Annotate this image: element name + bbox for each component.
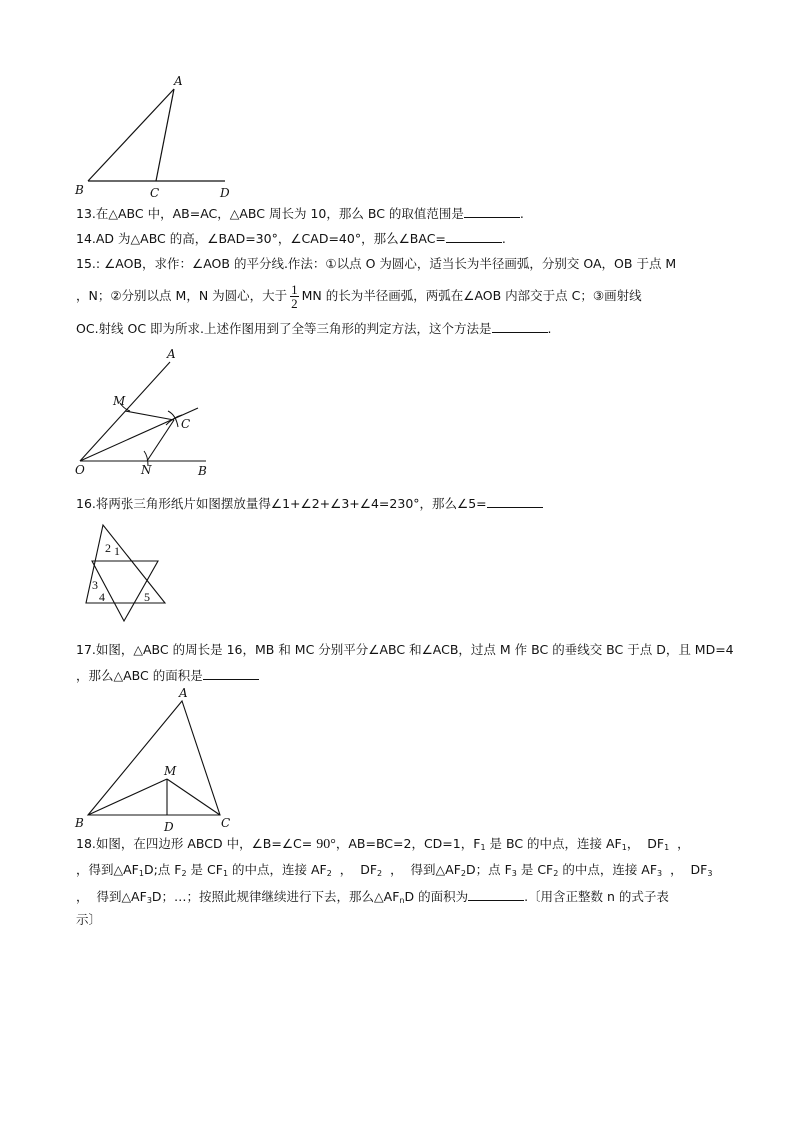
question-18-line-3: ， 得到$\triangle AF_3D$；…；按照此规律继续进行下去，那么$\triangle AF_nD$ 的面积为 .〔用含正整数 n 的式子表 <box>76 889 669 905</box>
fraction-one-half: $\frac{1}{2}$ <box>291 282 298 311</box>
question-18-line-4: 示〕 <box>76 912 102 927</box>
label-a: A <box>174 74 183 88</box>
question-13: 13.在△ABC 中，AB=AC，△ABC 周长为 10，那么 BC 的取值范围是 . <box>76 206 524 221</box>
label-b: B <box>75 816 84 830</box>
answer-blank-13[interactable] <box>464 205 520 218</box>
question-16: 16.将两张三角形纸片如图摆放量得∠1+∠2+∠3+∠4=230°，那么∠5= <box>76 495 543 512</box>
question-14: 14.AD 为△ABC 的高，∠BAD=30°，∠CAD=40°，那么∠BAC= . <box>76 231 506 246</box>
angle-label-3: 3 <box>92 578 98 592</box>
label-d: D <box>220 186 230 200</box>
answer-blank-17[interactable] <box>203 667 259 680</box>
label-a: A <box>167 347 176 361</box>
question-18-line-2: ，得到$\triangle AF_1D$;点 $F_2$ 是 $CF_1$ 的中点，连接 $AF_2$ ， $DF_2$ ， 得到$\triangle AF_2D$；点 $F_3$ 是 $CF_2$ 的中点，连接 $AF_3$ ， $DF_3$ <box>76 862 713 878</box>
angle-label-5: 5 <box>144 590 150 604</box>
label-c: C <box>150 186 160 200</box>
answer-blank-15[interactable] <box>492 320 548 333</box>
label-n: N <box>141 463 152 477</box>
label-c: C <box>181 417 191 431</box>
question-15-line-3: OC.射线 OC 即为所求.上述作图用到了全等三角形的判定方法，这个方法是 . <box>76 321 552 336</box>
answer-blank-14[interactable] <box>446 230 502 243</box>
question-17-line-1: 17.如图，△ABC 的周长是 16，MB 和 MC 分别平分∠ABC 和∠ACB，过点 M 作 BC 的垂线交 BC 于点 D，且 MD=4 <box>76 642 734 657</box>
label-c: C <box>221 816 231 830</box>
label-o: O <box>75 463 85 477</box>
question-15-line-2: ，N；②分别以点 M，N 为圆心，大于 $\frac{1}{2}$ MN 的长为半径画弧，两弧在∠AOB 内部交于点 C；③画射线 <box>76 282 642 311</box>
angle-label-1: 1 <box>114 544 120 558</box>
figure-angle-bisector <box>70 345 220 480</box>
label-m: M <box>164 764 177 778</box>
label-a: A <box>179 686 188 700</box>
figure-triangle-incenter <box>70 685 240 835</box>
question-18-line-1: 18.如图，在四边形 ABCD 中，∠B=∠C= 90°，AB=BC=2，CD=1，$F_1$ 是 BC 的中点，连接 $AF_1$， $DF_1$ ， <box>76 836 690 852</box>
angle-label-2: 2 <box>105 541 111 555</box>
label-m: M <box>113 394 126 408</box>
question-17-line-2: ，那么△ABC 的面积是 <box>76 667 259 684</box>
figure-triangle-abcd <box>70 70 250 202</box>
label-b: B <box>198 464 207 478</box>
label-b: B <box>75 183 84 197</box>
angle-label-4: 4 <box>99 590 105 604</box>
answer-blank-18[interactable] <box>468 888 524 901</box>
label-d: D <box>164 820 174 834</box>
question-15-line-1: 15.: ∠AOB，求作：∠AOB 的平分线.作法：①以点 O 为圆心，适当长为半径画弧，分别交 OA，OB 于点 M <box>76 256 677 271</box>
figure-two-triangles <box>80 515 175 625</box>
answer-blank-16[interactable] <box>487 495 543 508</box>
